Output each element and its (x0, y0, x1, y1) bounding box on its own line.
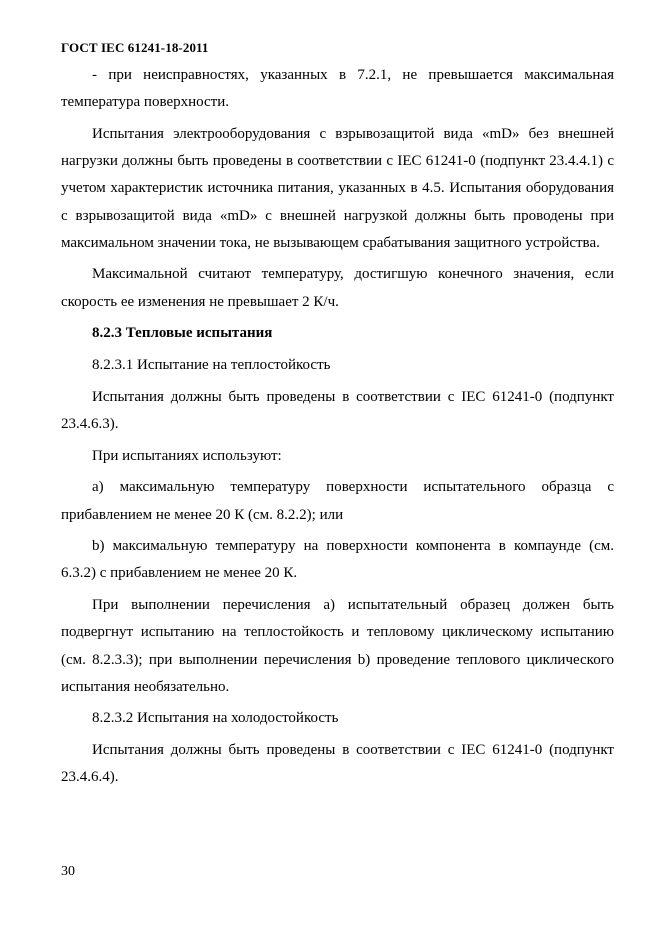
paragraph: При испытаниях используют: (92, 447, 282, 464)
paragraph: Максимальной считают температуру, достигшую конечного значения, если скорость ее изменения не превышает 2 К/ч. (61, 266, 614, 310)
section-heading: 8.2.3 Тепловые испытания (92, 325, 273, 342)
document-body (61, 62, 614, 796)
paragraph: Испытания должны быть проведены в соответствии с IEC 61241-0 (подпункт 23.4.6.4). (61, 742, 614, 786)
document-header: ГОСТ IEC 61241-18-2011 (61, 40, 209, 55)
page-number: 30 (61, 864, 75, 879)
paragraph: Испытания должны быть проведены в соответствии с IEC 61241-0 (подпункт 23.4.6.3). (61, 388, 614, 432)
list-item-a: a) максимальную температуру поверхности испытательного образца с прибавлением не менее 20 К (см. 8.2.2); или (61, 479, 614, 523)
paragraph: Испытания электрооборудования с взрывозащитой вида «mD» без внешней нагрузки должны быть проведены в соответствии с IEC 61241-0 (подпункт 23.4.4.1) с учетом характеристик источника питания, указанных в 4.5. Испытания оборудования с взрывозащитой вида «mD» с внешней нагрузкой должны быть проводены при максимальном значении тока, не вызывающем срабатывания защитного устройства. (61, 125, 614, 251)
subsection-heading: 8.2.3.1 Испытание на теплостойкость (92, 357, 331, 374)
paragraph-list-item: - при неисправностях, указанных в 7.2.1, не превышается максимальная температура поверхности. (61, 67, 614, 111)
list-item-b: b) максимальную температуру на поверхности компонента в компаунде (см. 6.3.2) с прибавлением не менее 20 К. (61, 538, 614, 582)
paragraph: При выполнении перечисления a) испытательный образец должен быть подвергнут испытанию на теплостойкость и тепловому циклическому испытанию (см. 8.2.3.3); при выполнении перечисления b) проведение теплового циклического испытания необязательно. (61, 597, 614, 695)
subsection-heading: 8.2.3.2 Испытания на холодостойкость (92, 710, 339, 727)
